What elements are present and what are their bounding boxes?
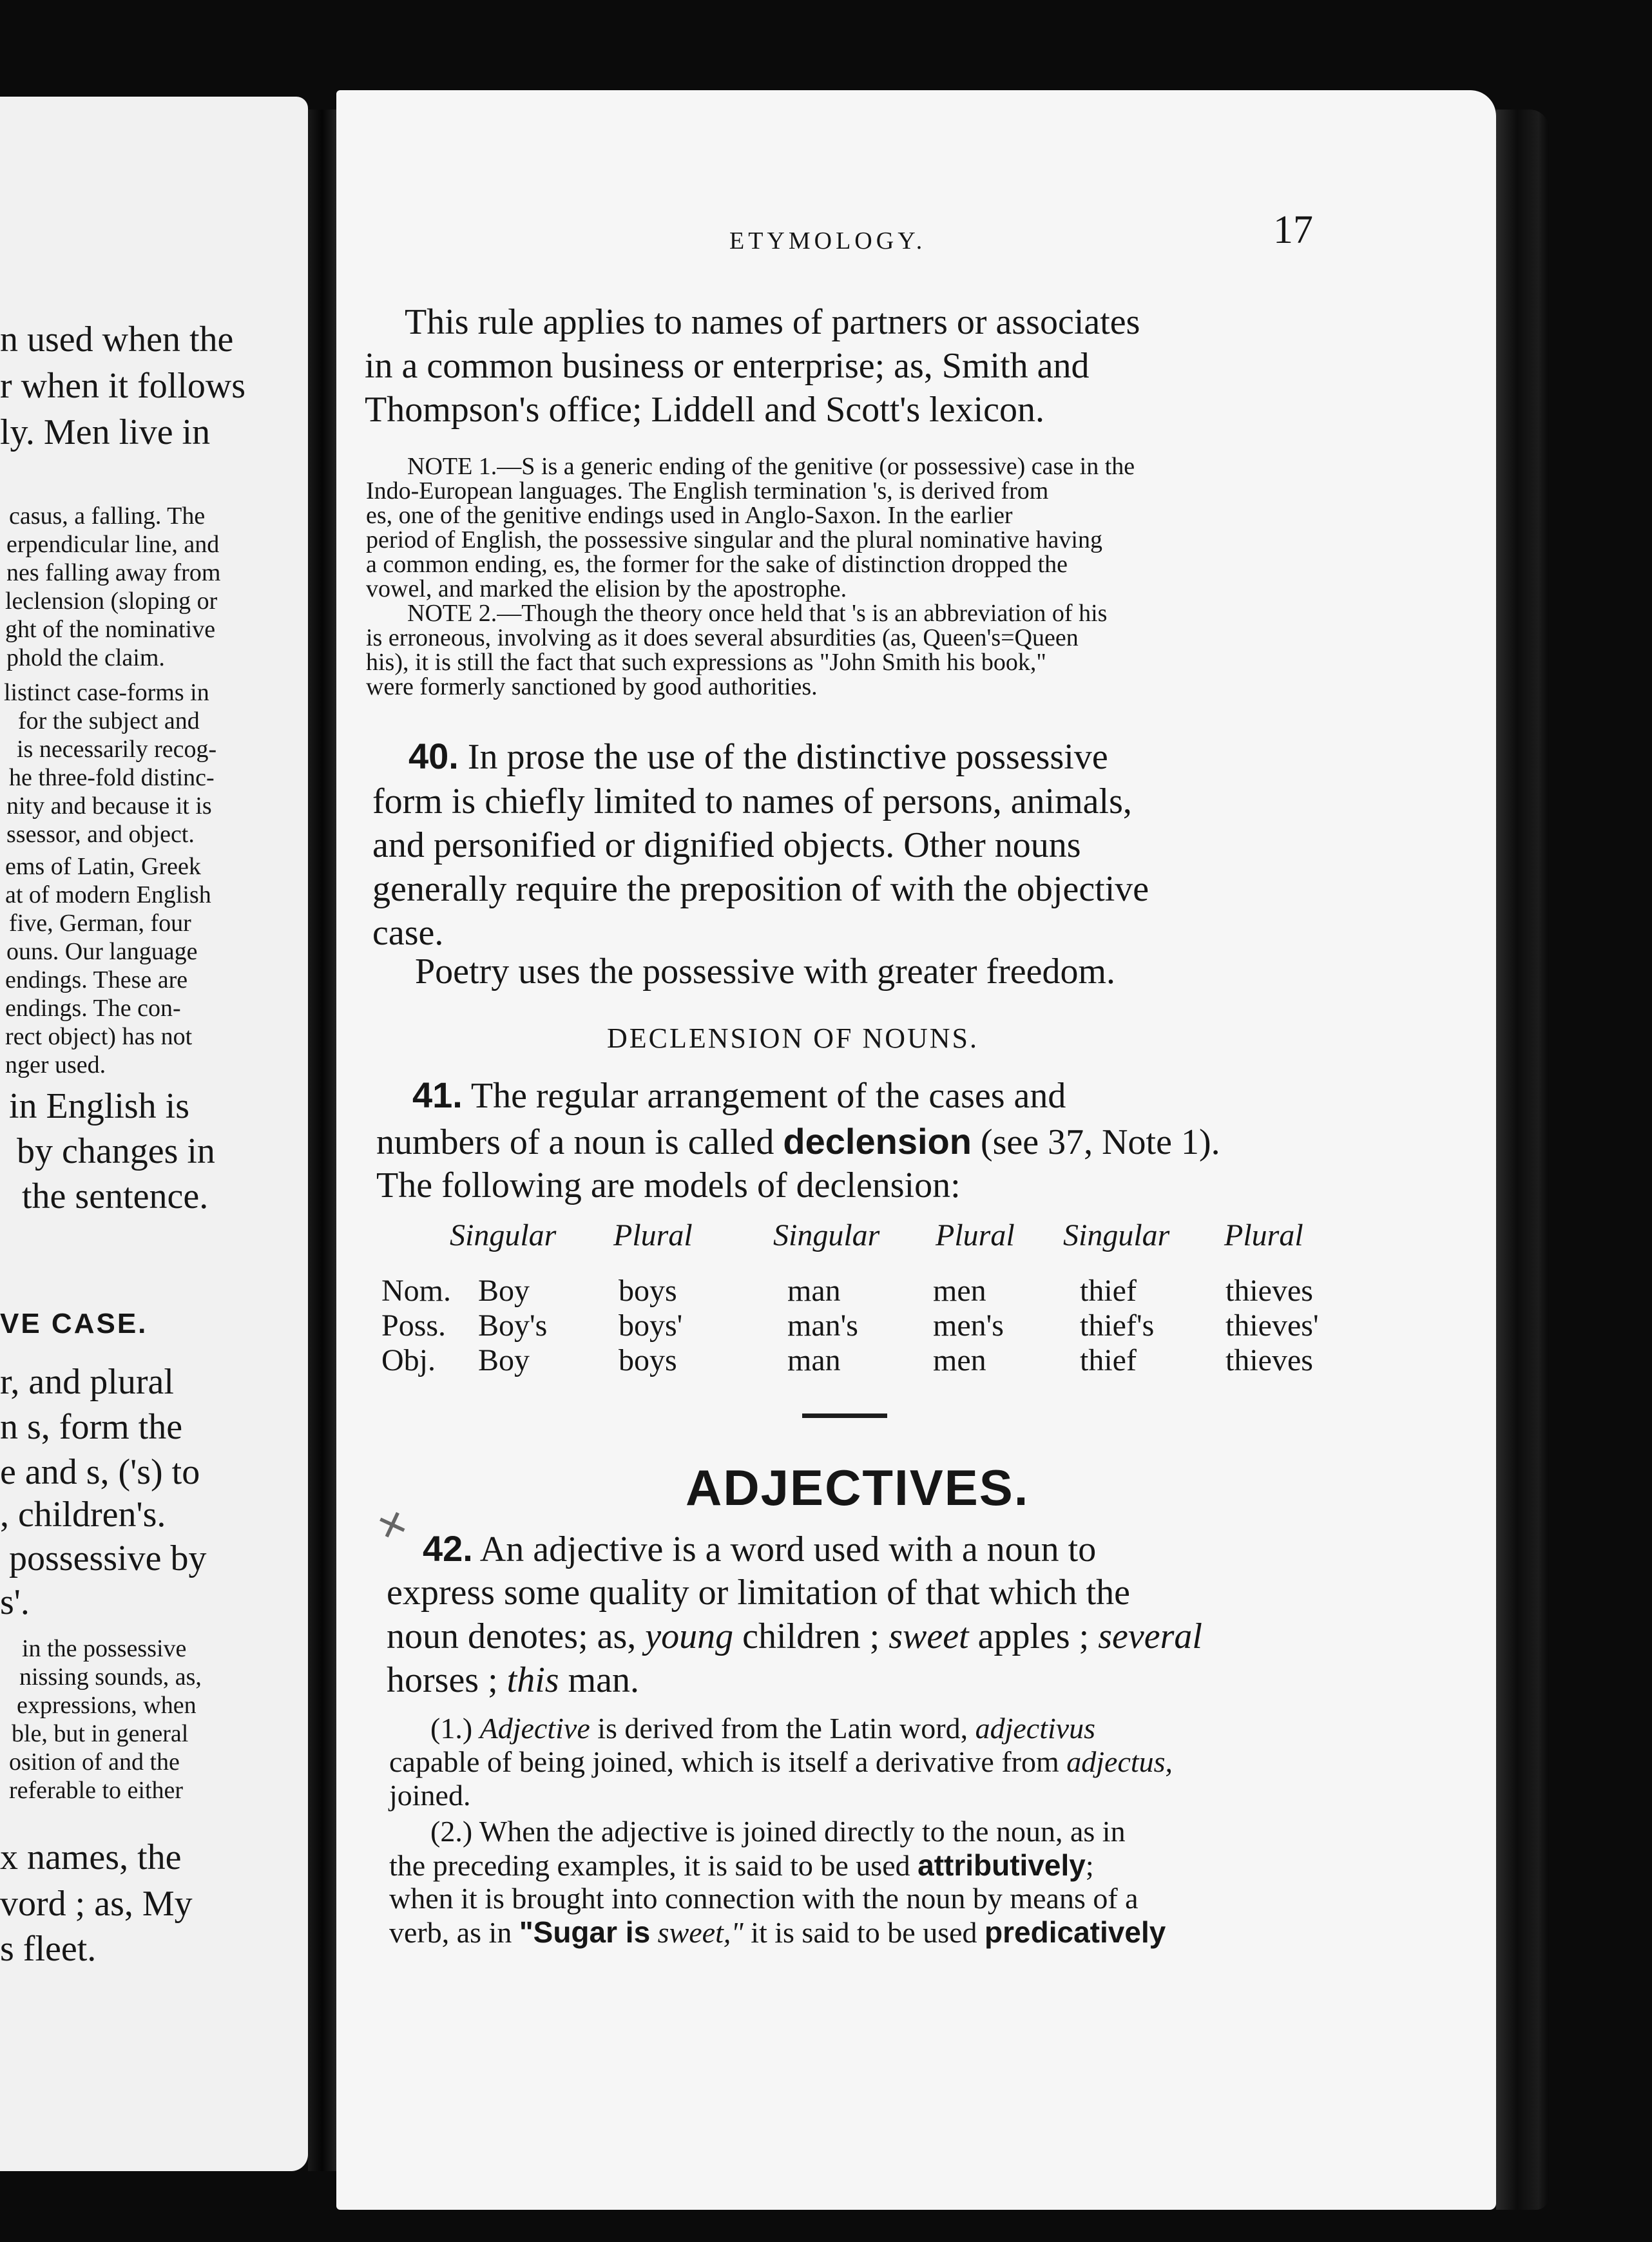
paragraph-40	[408, 734, 1108, 779]
note-line: NOTE 1.—S is a generic ending of the genitive (or possessive) case in the	[407, 453, 1135, 480]
text-run: capable of being joined, which is itself a derivative from	[389, 1745, 1059, 1778]
running-title: ETYMOLOGY.	[729, 227, 927, 254]
left-page-line: the sentence.	[22, 1176, 209, 1216]
table-cell: men	[933, 1343, 986, 1377]
table-cell: boys	[619, 1274, 677, 1308]
declension-heading: DECLENSION OF NOUNS.	[607, 1022, 979, 1054]
left-page-line: nity and because it is	[6, 792, 212, 819]
paragraph-line: and personified or dignified objects. Other nouns	[372, 825, 1081, 865]
left-page-line: in the possessive	[22, 1635, 187, 1662]
table-cell: thieves	[1225, 1343, 1313, 1377]
left-page-line: nger used.	[5, 1051, 106, 1078]
table-column-header: Singular	[1063, 1218, 1170, 1252]
paragraph-line: express some quality or limitation of that which the	[387, 1573, 1130, 1613]
text-run: children ;	[742, 1616, 880, 1656]
term: Adjective	[479, 1712, 590, 1745]
term: adjectivus	[975, 1712, 1096, 1745]
note-line: is erroneous, involving as it does several absurdities (as, Queen's=Queen	[366, 624, 1079, 651]
subnote-line: joined.	[389, 1779, 471, 1812]
left-page-line: nes falling away from	[6, 559, 221, 586]
left-page-line: endings. The con-	[5, 995, 181, 1022]
left-page-line: s'.	[0, 1582, 30, 1622]
note-line: were formerly sanctioned by good authorities.	[366, 673, 818, 700]
table-case-label: Nom.	[381, 1274, 451, 1308]
left-page-line: leclension (sloping or	[5, 588, 218, 615]
left-page-line: ly. Men live in	[0, 412, 211, 452]
left-page-line: is necessarily recog-	[17, 736, 217, 763]
table-cell: thief	[1080, 1343, 1137, 1377]
left-page-line: referable to either	[9, 1777, 184, 1804]
paragraph-text: In prose the use of the distinctive possessive	[467, 737, 1108, 777]
text-run: noun denotes; as,	[387, 1616, 637, 1656]
left-page-line: x names, the	[0, 1837, 182, 1877]
note-line: his), it is still the fact that such expressions as "John Smith his book,"	[366, 649, 1046, 676]
left-page-line: expressions, when	[17, 1692, 197, 1719]
text-run: man.	[568, 1660, 639, 1700]
note-line: period of English, the possessive singular and the plural nominative having	[366, 526, 1102, 553]
table-cell: thief	[1080, 1274, 1137, 1308]
left-page-line: at of modern English	[5, 881, 211, 908]
paragraph-line	[376, 1120, 1220, 1164]
left-page-line: endings. These are	[5, 966, 188, 993]
example-word: several	[1098, 1616, 1202, 1656]
text-run: numbers of a noun is called	[376, 1122, 774, 1162]
table-cell: man's	[787, 1308, 858, 1343]
left-page-line: ssessor, and object.	[6, 821, 195, 848]
note-line: a common ending, es, the former for the sake of distinction dropped the	[366, 551, 1068, 578]
left-page-line: osition of and the	[9, 1749, 180, 1776]
book-gutter	[308, 110, 336, 2171]
paragraph-42	[423, 1527, 1096, 1571]
subnote-1	[430, 1711, 1095, 1745]
text-run: it is said to be used	[751, 1916, 977, 1949]
page-edge	[1496, 110, 1549, 2210]
left-page-line: listinct case-forms in	[4, 679, 209, 706]
table-cell: Boy	[478, 1343, 530, 1377]
table-column-header: Plural	[613, 1218, 693, 1252]
subnote-line	[389, 1745, 1173, 1779]
pencil-mark: ✕	[371, 1502, 414, 1551]
table-column-header: Plural	[1224, 1218, 1303, 1252]
left-page-line: VE CASE.	[0, 1308, 148, 1339]
intro-line: This rule applies to names of partners or associates	[405, 302, 1140, 342]
note-line: es, one of the genitive endings used in Anglo-Saxon. In the earlier	[366, 502, 1013, 529]
term-attributively: attributively	[917, 1848, 1086, 1882]
left-page-line: casus, a falling. The	[9, 503, 206, 530]
text-run: horses ;	[387, 1660, 498, 1700]
table-column-header: Plural	[936, 1218, 1015, 1252]
note-line: vowel, and marked the elision by the apostrophe.	[366, 575, 847, 602]
term-predicatively: predicatively	[984, 1915, 1166, 1949]
subnote-number: (1.)	[430, 1712, 473, 1745]
text-run: (see 37, Note 1).	[980, 1122, 1220, 1162]
adjectives-heading: ADJECTIVES.	[686, 1459, 1030, 1516]
left-page-line: in English is	[9, 1086, 190, 1126]
text-run: is derived from the Latin word,	[597, 1712, 968, 1745]
subnote-2: (2.) When the adjective is joined directly to the noun, as in	[430, 1815, 1126, 1848]
text-run: verb, as in	[389, 1916, 512, 1949]
table-cell: men	[933, 1274, 986, 1308]
text-run: the preceding examples, it is said to be used	[389, 1849, 910, 1882]
text-run: ;	[1085, 1849, 1094, 1882]
paragraph-text: The regular arrangement of the cases and	[470, 1076, 1066, 1116]
table-cell: Boy's	[478, 1308, 548, 1343]
example-word: sweet,"	[657, 1916, 744, 1949]
left-page-line: ouns. Our language	[6, 938, 198, 965]
note-line: NOTE 2.—Though the theory once held that 's is an abbreviation of his	[407, 600, 1108, 627]
page-number: 17	[1273, 208, 1313, 252]
text-run: apples ;	[977, 1616, 1090, 1656]
table-cell: men's	[933, 1308, 1004, 1343]
left-page-line: rect object) has not	[5, 1023, 193, 1050]
table-case-label: Obj.	[381, 1343, 436, 1377]
left-page-line: r, and plural	[0, 1362, 174, 1402]
paragraph-line	[387, 1658, 639, 1702]
paragraph-text: An adjective is a word used with a noun to	[479, 1529, 1097, 1569]
left-page-line: , children's.	[0, 1495, 166, 1535]
left-page-line: n s, form the	[0, 1407, 183, 1447]
left-page-line: phold the claim.	[6, 644, 165, 671]
subnote-line	[389, 1915, 1166, 1950]
table-cell: man	[787, 1274, 841, 1308]
example-word: young	[645, 1616, 734, 1656]
paragraph-number: 41.	[412, 1075, 463, 1115]
paragraph-line: The following are models of declension:	[376, 1165, 961, 1205]
intro-line: in a common business or enterprise; as, Smith and	[365, 346, 1090, 386]
left-page-line: for the subject and	[18, 707, 200, 734]
left-page-line: s fleet.	[0, 1929, 97, 1969]
left-page-line: ght of the nominative	[5, 616, 216, 643]
term: adjectus,	[1066, 1745, 1173, 1778]
paragraph-line: form is chiefly limited to names of persons, animals,	[372, 781, 1132, 821]
table-cell: boys'	[619, 1308, 683, 1343]
left-page-line: ble, but in general	[12, 1720, 189, 1747]
table-cell: man	[787, 1343, 841, 1377]
intro-line: Thompson's office; Liddell and Scott's lexicon.	[365, 390, 1044, 430]
text-run: "Sugar is	[519, 1915, 651, 1949]
table-cell: thieves'	[1225, 1308, 1319, 1343]
left-page	[0, 97, 308, 2171]
left-page-line: possessive by	[9, 1538, 207, 1578]
left-page-line: n used when the	[0, 320, 234, 359]
example-word: sweet	[888, 1616, 969, 1656]
term-declension: declension	[783, 1121, 972, 1162]
left-page-line: e and s, ('s) to	[0, 1452, 200, 1492]
table-cell: Boy	[478, 1274, 530, 1308]
left-page-line: he three-fold distinc-	[9, 764, 215, 791]
example-word: this	[506, 1660, 559, 1700]
section-rule	[802, 1413, 887, 1418]
left-page-line: ems of Latin, Greek	[5, 853, 201, 880]
paragraph-number: 40.	[408, 736, 459, 776]
paragraph-41	[412, 1073, 1066, 1118]
subnote-line: when it is brought into connection with the noun by means of a	[389, 1882, 1138, 1915]
left-page-line: vord ; as, My	[0, 1884, 193, 1924]
left-page-line: by changes in	[17, 1131, 215, 1171]
paragraph-line	[387, 1614, 1202, 1658]
left-page-line: erpendicular line, and	[6, 531, 220, 558]
left-page-line: five, German, four	[9, 910, 191, 937]
paragraph-line: generally require the preposition of with the objective	[372, 869, 1149, 909]
left-page-line: r when it follows	[0, 366, 246, 406]
paragraph-number: 42.	[423, 1528, 473, 1569]
paragraph-line: case.	[372, 913, 444, 953]
paragraph-line: Poetry uses the possessive with greater freedom.	[415, 952, 1116, 992]
table-column-header: Singular	[450, 1218, 557, 1252]
left-page-line: nissing sounds, as,	[19, 1663, 202, 1691]
note-line: Indo-European languages. The English termination 's, is derived from	[366, 477, 1049, 504]
table-case-label: Poss.	[381, 1308, 447, 1343]
table-cell: thieves	[1225, 1274, 1313, 1308]
table-cell: boys	[619, 1343, 677, 1377]
table-cell: thief's	[1080, 1308, 1155, 1343]
subnote-line	[389, 1848, 1094, 1883]
table-column-header: Singular	[773, 1218, 880, 1252]
